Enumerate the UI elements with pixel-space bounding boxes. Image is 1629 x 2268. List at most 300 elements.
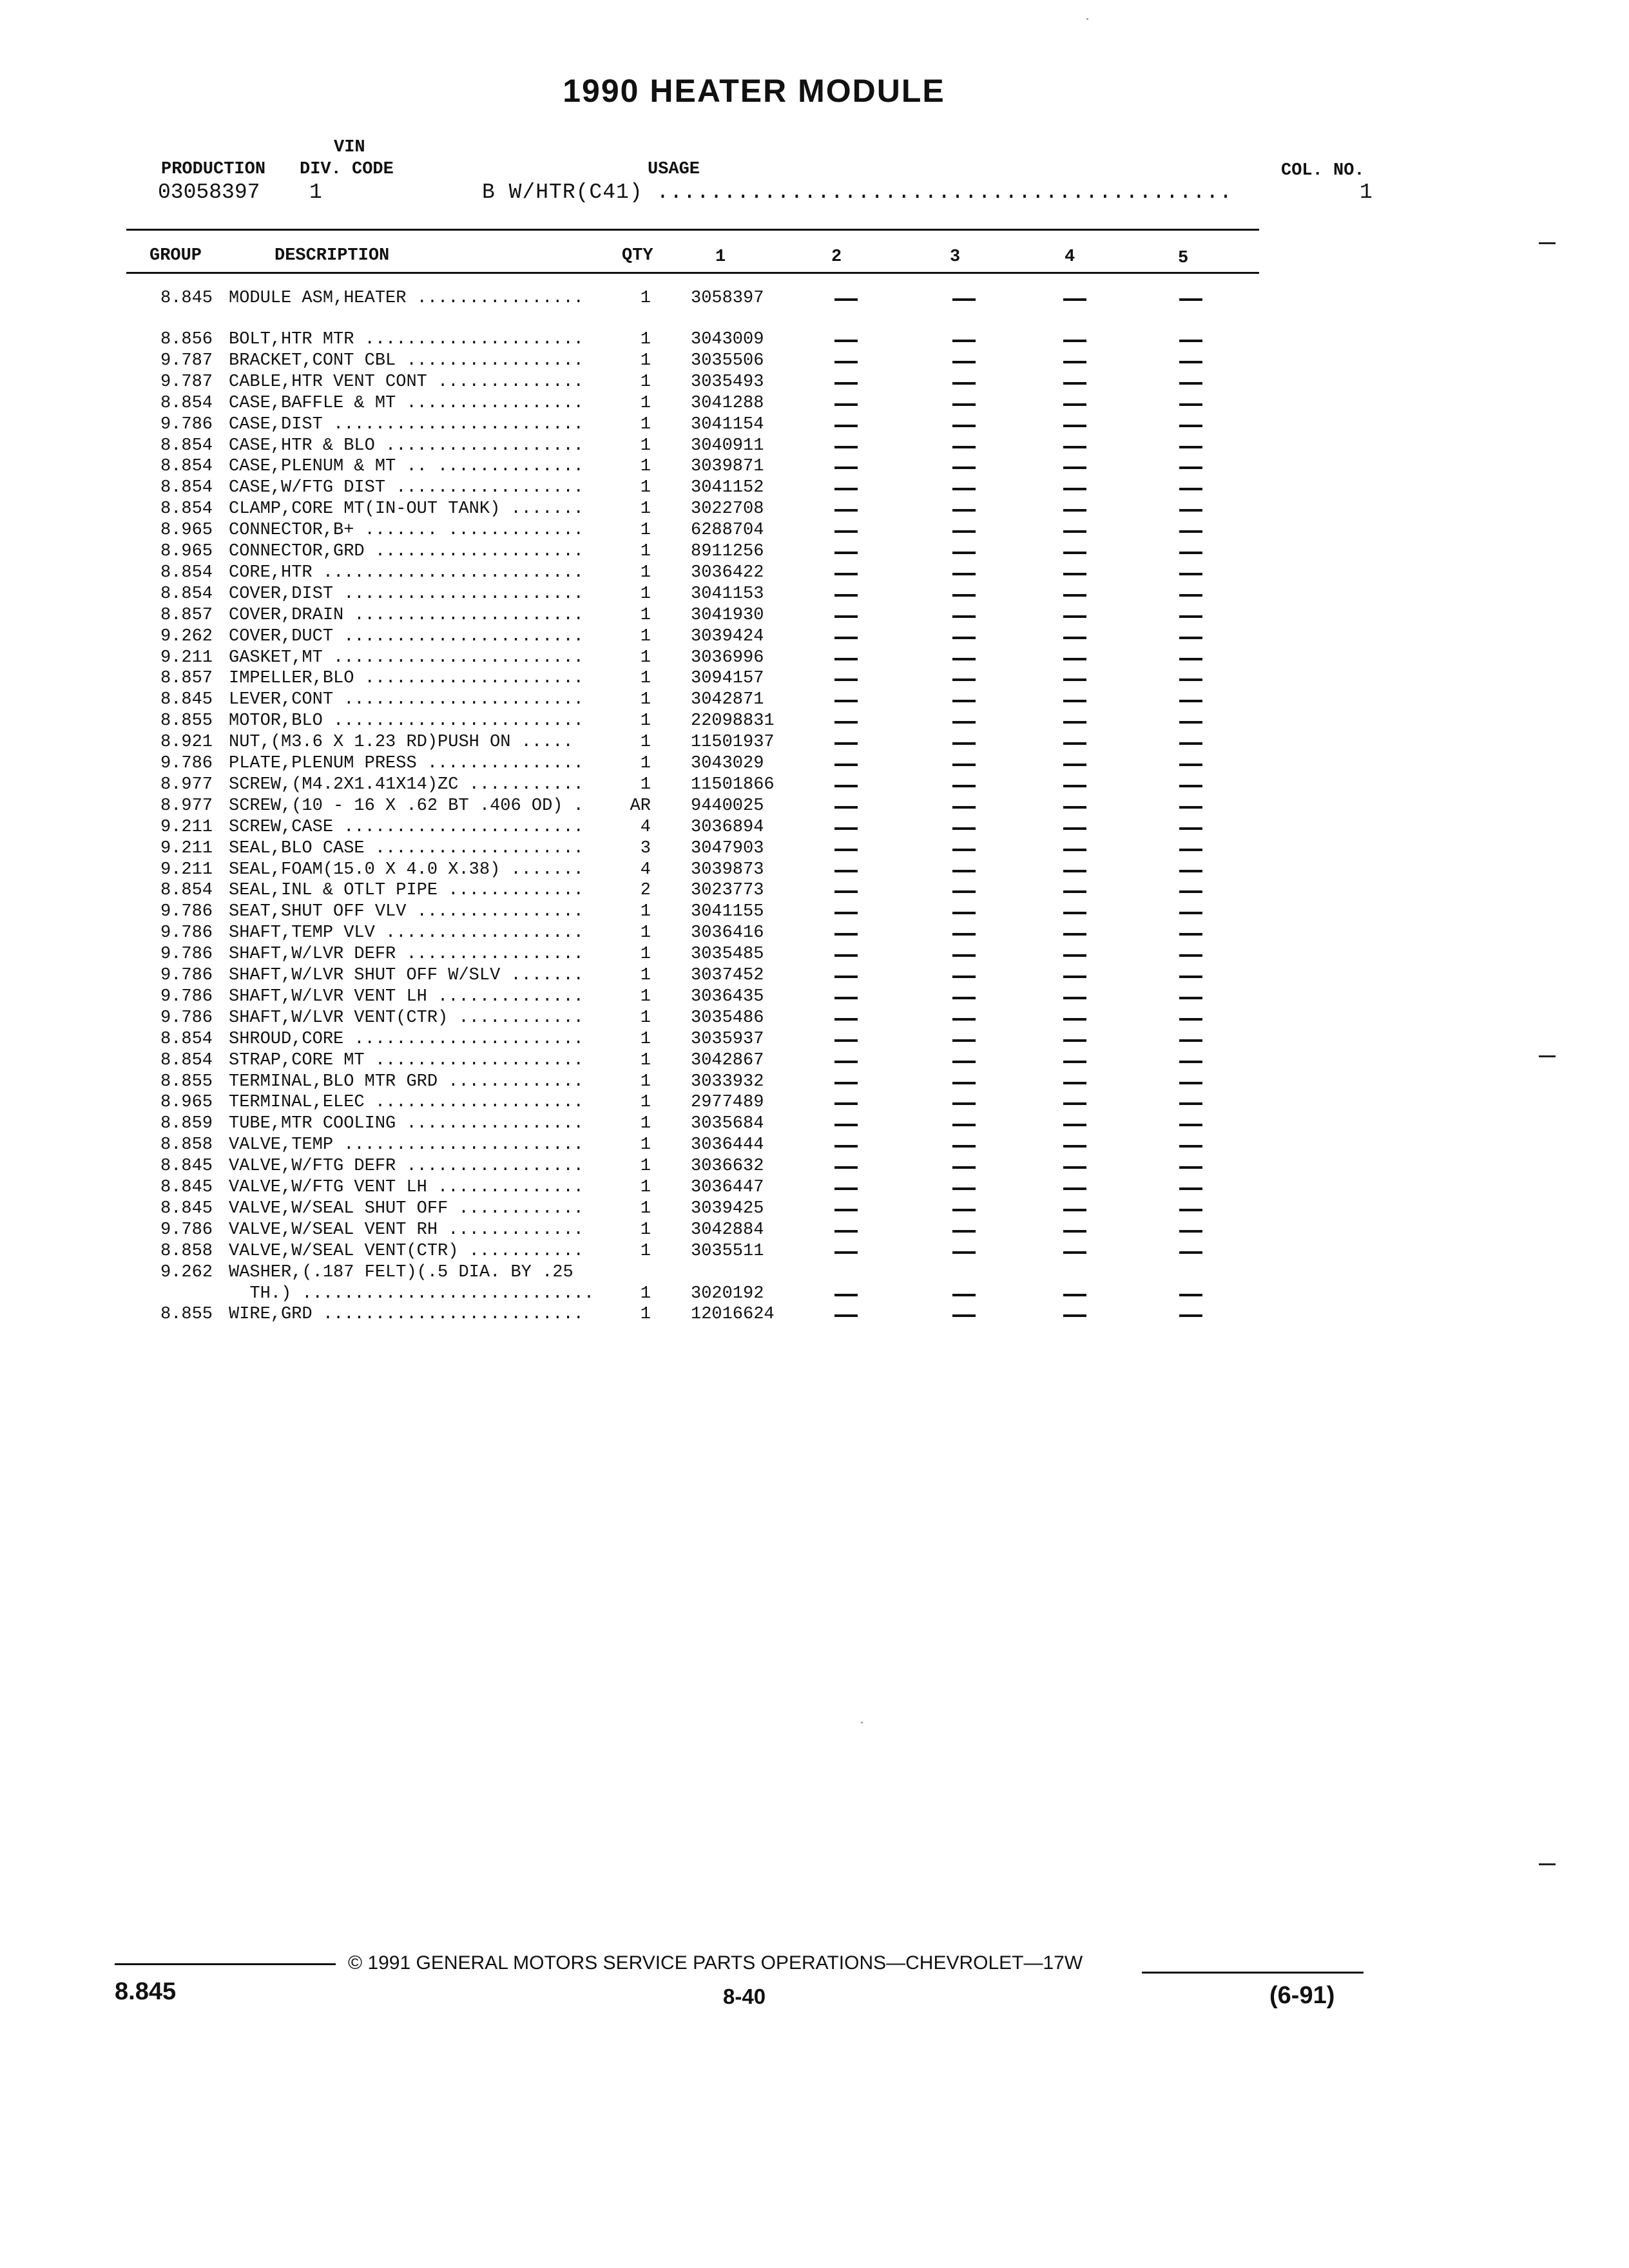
row-group: 8.854 bbox=[160, 457, 213, 476]
row-qty: 1 bbox=[640, 775, 651, 794]
row-qty: 1 bbox=[640, 372, 651, 392]
col-head-description: DESCRIPTION bbox=[275, 246, 390, 265]
table-row bbox=[0, 987, 1629, 1008]
row-part-number: 11501937 bbox=[691, 733, 775, 752]
row-group: 9.786 bbox=[160, 415, 213, 434]
row-description: TERMINAL,BLO MTR GRD ............. bbox=[229, 1072, 584, 1091]
row-description: WIRE,GRD ......................... bbox=[229, 1305, 584, 1324]
footer-rule-left bbox=[115, 1963, 336, 1965]
not-applicable-dash-col-2 bbox=[834, 764, 858, 766]
row-description: MODULE ASM,HEATER ................ bbox=[229, 289, 584, 308]
table-row bbox=[0, 415, 1629, 436]
row-group: 8.977 bbox=[160, 796, 213, 816]
not-applicable-dash-col-2 bbox=[834, 890, 858, 893]
row-description: CASE,W/FTG DIST .................. bbox=[229, 478, 584, 497]
not-applicable-dash-col-3 bbox=[952, 806, 976, 809]
row-qty: 1 bbox=[640, 754, 651, 773]
row-qty: 1 bbox=[640, 436, 651, 456]
not-applicable-dash-col-3 bbox=[952, 1314, 976, 1317]
row-qty: 4 bbox=[640, 818, 651, 837]
row-group: 8.965 bbox=[160, 1093, 213, 1112]
col-head-3: 3 bbox=[950, 247, 961, 267]
not-applicable-dash-col-3 bbox=[952, 997, 976, 999]
row-group: 9.786 bbox=[160, 987, 213, 1006]
not-applicable-dash-col-4 bbox=[1063, 1251, 1086, 1254]
row-qty: 1 bbox=[640, 1305, 651, 1324]
row-qty: 1 bbox=[640, 945, 651, 964]
table-row bbox=[0, 330, 1629, 351]
row-group: 9.262 bbox=[160, 627, 213, 646]
row-description: SHAFT,W/LVR VENT(CTR) ............ bbox=[229, 1008, 584, 1028]
table-row bbox=[0, 1051, 1629, 1072]
not-applicable-dash-col-3 bbox=[952, 361, 976, 363]
not-applicable-dash-col-3 bbox=[952, 1209, 976, 1211]
page-title: 1990 HEATER MODULE bbox=[563, 73, 945, 109]
row-qty: 1 bbox=[640, 1093, 651, 1112]
row-qty: 1 bbox=[640, 415, 651, 434]
footer-date-code: (6-91) bbox=[1269, 1982, 1335, 2009]
row-part-number: 8911256 bbox=[691, 542, 764, 561]
not-applicable-dash-col-2 bbox=[834, 552, 858, 554]
not-applicable-dash-col-4 bbox=[1063, 827, 1086, 830]
row-part-number: 3036447 bbox=[691, 1178, 764, 1197]
table-row bbox=[0, 1199, 1629, 1220]
not-applicable-dash-col-2 bbox=[834, 1018, 858, 1021]
not-applicable-dash-col-2 bbox=[834, 933, 858, 936]
not-applicable-dash-col-2 bbox=[834, 912, 858, 914]
not-applicable-dash-col-4 bbox=[1063, 1145, 1086, 1148]
row-part-number: 2977489 bbox=[691, 1093, 764, 1112]
row-description: WASHER,(.187 FELT)(.5 DIA. BY .25 bbox=[229, 1263, 574, 1282]
row-part-number: 3023773 bbox=[691, 881, 764, 900]
row-part-number: 11501866 bbox=[691, 775, 775, 794]
scan-speck bbox=[1086, 18, 1088, 20]
table-row bbox=[0, 499, 1629, 521]
row-part-number: 3035511 bbox=[691, 1242, 764, 1261]
row-qty: 1 bbox=[640, 521, 651, 540]
not-applicable-dash-col-3 bbox=[952, 382, 976, 385]
not-applicable-dash-col-4 bbox=[1063, 890, 1086, 893]
row-part-number: 3036632 bbox=[691, 1157, 764, 1176]
row-group: 9.211 bbox=[160, 648, 213, 668]
not-applicable-dash-col-4 bbox=[1063, 425, 1086, 427]
row-qty: 1 bbox=[640, 627, 651, 646]
row-part-number: 6288704 bbox=[691, 521, 764, 540]
not-applicable-dash-col-3 bbox=[952, 552, 976, 554]
not-applicable-dash-col-5 bbox=[1179, 954, 1202, 957]
not-applicable-dash-col-4 bbox=[1063, 446, 1086, 448]
not-applicable-dash-col-2 bbox=[834, 806, 858, 809]
table-row bbox=[0, 1242, 1629, 1263]
not-applicable-dash-col-2 bbox=[834, 1039, 858, 1042]
row-group: 8.858 bbox=[160, 1135, 213, 1155]
table-row bbox=[0, 563, 1629, 584]
not-applicable-dash-col-5 bbox=[1179, 488, 1202, 490]
table-row bbox=[0, 372, 1629, 394]
not-applicable-dash-col-2 bbox=[834, 615, 858, 618]
not-applicable-dash-col-4 bbox=[1063, 764, 1086, 766]
row-qty: 1 bbox=[640, 457, 651, 476]
row-description: VALVE,W/SEAL SHUT OFF ............ bbox=[229, 1199, 584, 1218]
row-qty: 1 bbox=[640, 563, 651, 582]
row-description: CORE,HTR ......................... bbox=[229, 563, 584, 582]
not-applicable-dash-col-5 bbox=[1179, 721, 1202, 724]
not-applicable-dash-col-2 bbox=[834, 1102, 858, 1105]
not-applicable-dash-col-4 bbox=[1063, 615, 1086, 618]
table-row bbox=[0, 733, 1629, 754]
not-applicable-dash-col-2 bbox=[834, 466, 858, 469]
not-applicable-dash-col-5 bbox=[1179, 637, 1202, 639]
not-applicable-dash-col-3 bbox=[952, 615, 976, 618]
not-applicable-dash-col-3 bbox=[952, 658, 976, 660]
row-description: CASE,HTR & BLO ................... bbox=[229, 436, 584, 456]
not-applicable-dash-col-2 bbox=[834, 1294, 858, 1296]
not-applicable-dash-col-5 bbox=[1179, 1018, 1202, 1021]
row-qty: 1 bbox=[640, 351, 651, 370]
row-group: 9.786 bbox=[160, 902, 213, 921]
not-applicable-dash-col-4 bbox=[1063, 1018, 1086, 1021]
row-description: PLATE,PLENUM PRESS ............... bbox=[229, 754, 584, 773]
not-applicable-dash-col-3 bbox=[952, 849, 976, 851]
not-applicable-dash-col-5 bbox=[1179, 785, 1202, 787]
row-group: 8.965 bbox=[160, 542, 213, 561]
not-applicable-dash-col-5 bbox=[1179, 806, 1202, 809]
row-qty: 1 bbox=[640, 1051, 651, 1070]
not-applicable-dash-col-3 bbox=[952, 870, 976, 872]
not-applicable-dash-col-3 bbox=[952, 1124, 976, 1126]
row-description: CABLE,HTR VENT CONT .............. bbox=[229, 372, 584, 392]
not-applicable-dash-col-3 bbox=[952, 340, 976, 342]
row-part-number: 3040911 bbox=[691, 436, 764, 456]
row-group: 8.854 bbox=[160, 436, 213, 456]
not-applicable-dash-col-5 bbox=[1179, 975, 1202, 978]
not-applicable-dash-col-3 bbox=[952, 466, 976, 469]
row-description: LEVER,CONT ....................... bbox=[229, 690, 584, 709]
not-applicable-dash-col-3 bbox=[952, 488, 976, 490]
not-applicable-dash-col-4 bbox=[1063, 1166, 1086, 1169]
not-applicable-dash-col-3 bbox=[952, 573, 976, 575]
not-applicable-dash-col-5 bbox=[1179, 1039, 1202, 1042]
not-applicable-dash-col-4 bbox=[1063, 1082, 1086, 1084]
not-applicable-dash-col-5 bbox=[1179, 1166, 1202, 1169]
row-part-number: 3035684 bbox=[691, 1114, 764, 1133]
row-part-number: 3042867 bbox=[691, 1051, 764, 1070]
not-applicable-dash-col-4 bbox=[1063, 361, 1086, 363]
row-description: SEAL,FOAM(15.0 X 4.0 X.38) ....... bbox=[229, 860, 584, 879]
table-row bbox=[0, 775, 1629, 796]
row-group: 9.786 bbox=[160, 1220, 213, 1240]
row-group: 8.854 bbox=[160, 1051, 213, 1070]
not-applicable-dash-col-3 bbox=[952, 785, 976, 787]
table-row bbox=[0, 839, 1629, 860]
not-applicable-dash-col-5 bbox=[1179, 530, 1202, 533]
not-applicable-dash-col-2 bbox=[834, 1314, 858, 1317]
not-applicable-dash-col-5 bbox=[1179, 1187, 1202, 1190]
not-applicable-dash-col-3 bbox=[952, 637, 976, 639]
not-applicable-dash-col-5 bbox=[1179, 573, 1202, 575]
row-qty: 1 bbox=[640, 1114, 651, 1133]
not-applicable-dash-col-5 bbox=[1179, 997, 1202, 999]
not-applicable-dash-col-5 bbox=[1179, 933, 1202, 936]
row-part-number: 3047903 bbox=[691, 839, 764, 858]
not-applicable-dash-col-2 bbox=[834, 870, 858, 872]
row-part-number: 3036444 bbox=[691, 1135, 764, 1155]
not-applicable-dash-col-4 bbox=[1063, 1209, 1086, 1211]
row-description: VALVE,TEMP ....................... bbox=[229, 1135, 584, 1155]
row-qty: 1 bbox=[640, 923, 651, 943]
footer-group-number: 8.845 bbox=[115, 1978, 177, 2005]
table-row bbox=[0, 1220, 1629, 1242]
row-description: BRACKET,CONT CBL ................. bbox=[229, 351, 584, 370]
not-applicable-dash-col-2 bbox=[834, 1187, 858, 1190]
row-part-number: 22098831 bbox=[691, 711, 775, 731]
row-qty: 1 bbox=[640, 1157, 651, 1176]
row-part-number: 3041930 bbox=[691, 606, 764, 625]
not-applicable-dash-col-5 bbox=[1179, 1145, 1202, 1148]
table-row bbox=[0, 627, 1629, 648]
not-applicable-dash-col-3 bbox=[952, 912, 976, 914]
row-group: 8.854 bbox=[160, 1030, 213, 1049]
row-description: VALVE,W/FTG VENT LH .............. bbox=[229, 1178, 584, 1197]
col-no-label: COL. NO. bbox=[1281, 161, 1365, 180]
not-applicable-dash-col-3 bbox=[952, 933, 976, 936]
not-applicable-dash-col-3 bbox=[952, 1082, 976, 1084]
not-applicable-dash-col-2 bbox=[834, 637, 858, 639]
not-applicable-dash-col-3 bbox=[952, 764, 976, 766]
table-row bbox=[0, 1030, 1629, 1051]
row-qty: 1 bbox=[640, 1199, 651, 1218]
row-group: 9.786 bbox=[160, 754, 213, 773]
table-row bbox=[0, 584, 1629, 606]
col-head-qty: QTY bbox=[622, 246, 653, 265]
not-applicable-dash-col-3 bbox=[952, 1251, 976, 1254]
row-qty: 1 bbox=[640, 478, 651, 497]
not-applicable-dash-col-3 bbox=[952, 1145, 976, 1148]
row-description: SHAFT,W/LVR DEFR ................. bbox=[229, 945, 584, 964]
row-part-number: 3035937 bbox=[691, 1030, 764, 1049]
not-applicable-dash-col-3 bbox=[952, 827, 976, 830]
row-group: 8.845 bbox=[160, 289, 213, 308]
row-part-number: 3094157 bbox=[691, 669, 764, 688]
row-description: TERMINAL,ELEC .................... bbox=[229, 1093, 584, 1112]
not-applicable-dash-col-5 bbox=[1179, 1061, 1202, 1063]
row-group: 8.845 bbox=[160, 1157, 213, 1176]
not-applicable-dash-col-3 bbox=[952, 1294, 976, 1296]
table-row bbox=[0, 923, 1629, 945]
row-description: STRAP,CORE MT .................... bbox=[229, 1051, 584, 1070]
row-qty: 1 bbox=[640, 1220, 651, 1240]
row-qty: 1 bbox=[640, 1072, 651, 1091]
not-applicable-dash-col-5 bbox=[1179, 594, 1202, 597]
not-applicable-dash-col-3 bbox=[952, 1061, 976, 1063]
not-applicable-dash-col-5 bbox=[1179, 382, 1202, 385]
row-description: COVER,DRAIN ...................... bbox=[229, 606, 584, 625]
table-row bbox=[0, 1114, 1629, 1135]
row-qty: 1 bbox=[640, 542, 651, 561]
row-group: 8.854 bbox=[160, 881, 213, 900]
not-applicable-dash-col-3 bbox=[952, 954, 976, 957]
not-applicable-dash-col-5 bbox=[1179, 700, 1202, 702]
row-part-number: 3041154 bbox=[691, 415, 764, 434]
not-applicable-dash-col-5 bbox=[1179, 1082, 1202, 1084]
row-qty: 1 bbox=[640, 648, 651, 668]
row-qty: 1 bbox=[640, 394, 651, 413]
not-applicable-dash-col-5 bbox=[1179, 742, 1202, 745]
row-group: 9.786 bbox=[160, 945, 213, 964]
row-group: 9.787 bbox=[160, 372, 213, 392]
row-qty: 1 bbox=[640, 330, 651, 349]
row-description: SEAT,SHUT OFF VLV ................ bbox=[229, 902, 584, 921]
not-applicable-dash-col-2 bbox=[834, 340, 858, 342]
table-row bbox=[0, 1157, 1629, 1178]
table-row bbox=[0, 945, 1629, 966]
div-code-value: 1 bbox=[309, 180, 322, 204]
row-group: 8.854 bbox=[160, 499, 213, 519]
table-row bbox=[0, 1093, 1629, 1114]
not-applicable-dash-col-4 bbox=[1063, 658, 1086, 660]
row-part-number: 3033932 bbox=[691, 1072, 764, 1091]
not-applicable-dash-col-3 bbox=[952, 403, 976, 406]
usage-value: B W/HTR(C41) ........................................... bbox=[482, 180, 1233, 204]
not-applicable-dash-col-3 bbox=[952, 700, 976, 702]
row-part-number: 3041152 bbox=[691, 478, 764, 497]
row-part-number: 3041155 bbox=[691, 902, 764, 921]
table-row bbox=[0, 881, 1629, 902]
row-group: 9.786 bbox=[160, 923, 213, 943]
not-applicable-dash-col-2 bbox=[834, 1209, 858, 1211]
not-applicable-dash-col-4 bbox=[1063, 721, 1086, 724]
not-applicable-dash-col-2 bbox=[834, 488, 858, 490]
not-applicable-dash-col-4 bbox=[1063, 637, 1086, 639]
not-applicable-dash-col-4 bbox=[1063, 298, 1086, 301]
not-applicable-dash-col-4 bbox=[1063, 1314, 1086, 1317]
not-applicable-dash-col-5 bbox=[1179, 403, 1202, 406]
row-part-number: 9440025 bbox=[691, 796, 764, 816]
row-part-number: 3041153 bbox=[691, 584, 764, 604]
row-description: CASE,DIST ........................ bbox=[229, 415, 584, 434]
not-applicable-dash-col-3 bbox=[952, 425, 976, 427]
table-row bbox=[0, 606, 1629, 627]
row-description: SEAL,INL & OTLT PIPE ............. bbox=[229, 881, 584, 900]
row-group: 8.857 bbox=[160, 669, 213, 688]
not-applicable-dash-col-3 bbox=[952, 298, 976, 301]
not-applicable-dash-col-4 bbox=[1063, 1102, 1086, 1105]
not-applicable-dash-col-2 bbox=[834, 1082, 858, 1084]
row-description: SEAL,BLO CASE .................... bbox=[229, 839, 584, 858]
not-applicable-dash-col-3 bbox=[952, 1102, 976, 1105]
not-applicable-dash-col-3 bbox=[952, 1039, 976, 1042]
table-row bbox=[0, 1008, 1629, 1030]
not-applicable-dash-col-4 bbox=[1063, 997, 1086, 999]
row-qty: 1 bbox=[640, 711, 651, 731]
row-part-number: 3041288 bbox=[691, 394, 764, 413]
not-applicable-dash-col-2 bbox=[834, 975, 858, 978]
row-group: 8.856 bbox=[160, 330, 213, 349]
row-qty: 1 bbox=[640, 733, 651, 752]
col-head-2: 2 bbox=[831, 247, 842, 267]
not-applicable-dash-col-2 bbox=[834, 425, 858, 427]
row-part-number: 3042884 bbox=[691, 1220, 764, 1240]
row-group: 8.854 bbox=[160, 394, 213, 413]
not-applicable-dash-col-4 bbox=[1063, 678, 1086, 681]
row-qty: 1 bbox=[640, 690, 651, 709]
not-applicable-dash-col-3 bbox=[952, 721, 976, 724]
col-head-5: 5 bbox=[1178, 249, 1189, 268]
row-part-number: 12016624 bbox=[691, 1305, 775, 1324]
not-applicable-dash-col-3 bbox=[952, 1230, 976, 1233]
row-group: 8.854 bbox=[160, 478, 213, 497]
row-qty: 1 bbox=[640, 499, 651, 519]
not-applicable-dash-col-4 bbox=[1063, 403, 1086, 406]
not-applicable-dash-col-2 bbox=[834, 573, 858, 575]
not-applicable-dash-col-4 bbox=[1063, 700, 1086, 702]
row-group: 8.965 bbox=[160, 521, 213, 540]
row-qty: 1 bbox=[640, 987, 651, 1006]
table-row bbox=[0, 966, 1629, 987]
not-applicable-dash-col-5 bbox=[1179, 1251, 1202, 1254]
not-applicable-dash-col-5 bbox=[1179, 340, 1202, 342]
row-group: 9.211 bbox=[160, 839, 213, 858]
row-part-number: 3039424 bbox=[691, 627, 764, 646]
row-group: 8.855 bbox=[160, 1305, 213, 1324]
row-qty: 1 bbox=[640, 1008, 651, 1028]
not-applicable-dash-col-5 bbox=[1179, 912, 1202, 914]
col-head-4: 4 bbox=[1065, 247, 1075, 267]
row-group: 9.786 bbox=[160, 966, 213, 985]
not-applicable-dash-col-5 bbox=[1179, 849, 1202, 851]
not-applicable-dash-col-2 bbox=[834, 721, 858, 724]
row-qty: 1 bbox=[640, 1135, 651, 1155]
row-description: SHROUD,CORE ...................... bbox=[229, 1030, 584, 1049]
row-part-number: 3043009 bbox=[691, 330, 764, 349]
row-qty: 2 bbox=[640, 881, 651, 900]
row-qty: 1 bbox=[640, 669, 651, 688]
not-applicable-dash-col-5 bbox=[1179, 509, 1202, 512]
not-applicable-dash-col-4 bbox=[1063, 594, 1086, 597]
scan-speck bbox=[861, 1722, 863, 1724]
not-applicable-dash-col-4 bbox=[1063, 806, 1086, 809]
not-applicable-dash-col-4 bbox=[1063, 785, 1086, 787]
row-description: MOTOR,BLO ........................ bbox=[229, 711, 584, 731]
not-applicable-dash-col-5 bbox=[1179, 1124, 1202, 1126]
row-qty: 1 bbox=[640, 966, 651, 985]
row-description: CASE,BAFFLE & MT ................. bbox=[229, 394, 584, 413]
not-applicable-dash-col-5 bbox=[1179, 1209, 1202, 1211]
row-qty: 4 bbox=[640, 860, 651, 879]
row-group: 8.921 bbox=[160, 733, 213, 752]
row-group: 9.211 bbox=[160, 818, 213, 837]
table-row bbox=[0, 394, 1629, 415]
not-applicable-dash-col-3 bbox=[952, 742, 976, 745]
row-qty: AR bbox=[630, 796, 651, 816]
row-description: CONNECTOR,B+ ....... ............. bbox=[229, 521, 584, 540]
not-applicable-dash-col-4 bbox=[1063, 1039, 1086, 1042]
not-applicable-dash-col-2 bbox=[834, 361, 858, 363]
row-description: CASE,PLENUM & MT .. .............. bbox=[229, 457, 584, 476]
row-description: TUBE,MTR COOLING ................. bbox=[229, 1114, 584, 1133]
not-applicable-dash-col-2 bbox=[834, 1230, 858, 1233]
not-applicable-dash-col-2 bbox=[834, 530, 858, 533]
not-applicable-dash-col-4 bbox=[1063, 340, 1086, 342]
not-applicable-dash-col-5 bbox=[1179, 1314, 1202, 1317]
row-description: VALVE,W/FTG DEFR ................. bbox=[229, 1157, 584, 1176]
not-applicable-dash-col-4 bbox=[1063, 933, 1086, 936]
row-description: GASKET,MT ........................ bbox=[229, 648, 584, 668]
row-description: SHAFT,W/LVR VENT LH .............. bbox=[229, 987, 584, 1006]
row-description: SCREW,(M4.2X1.41X14)ZC ........... bbox=[229, 775, 584, 794]
col-head-1: 1 bbox=[715, 247, 726, 267]
not-applicable-dash-col-2 bbox=[834, 700, 858, 702]
